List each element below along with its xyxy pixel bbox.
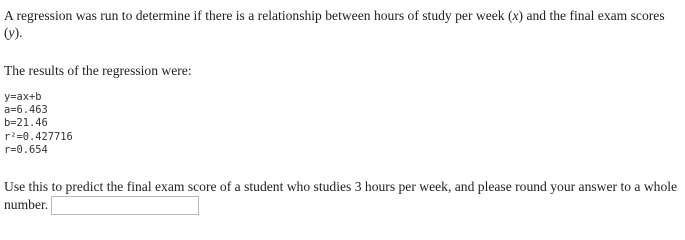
result-line-r-squared: r²=0.427716 [4,130,73,143]
question-intro [4,7,680,41]
intro-text-3: ). [14,25,23,40]
results-heading: The results of the regression were: [4,63,192,78]
answer-input[interactable] [51,196,199,215]
y-variable: y [8,25,15,40]
regression-results [4,91,73,157]
x-variable: x [512,8,519,23]
intro-text-2: ) and the final exam scores ( [4,8,665,40]
intro-text-1: A regression was run to determine if there is a relationship between hours of study per week ( [4,8,513,23]
result-line-equation: y=ax+b [4,91,42,103]
question-prompt [4,178,684,215]
result-line-a: a=6.463 [4,104,48,117]
prompt-text: Use this to predict the final exam score of a student who studies 3 hours per week, and please round your answer to a whole number. [4,179,678,212]
result-line-r: r=0.654 [4,143,48,156]
result-line-b: b=21.46 [4,117,48,130]
